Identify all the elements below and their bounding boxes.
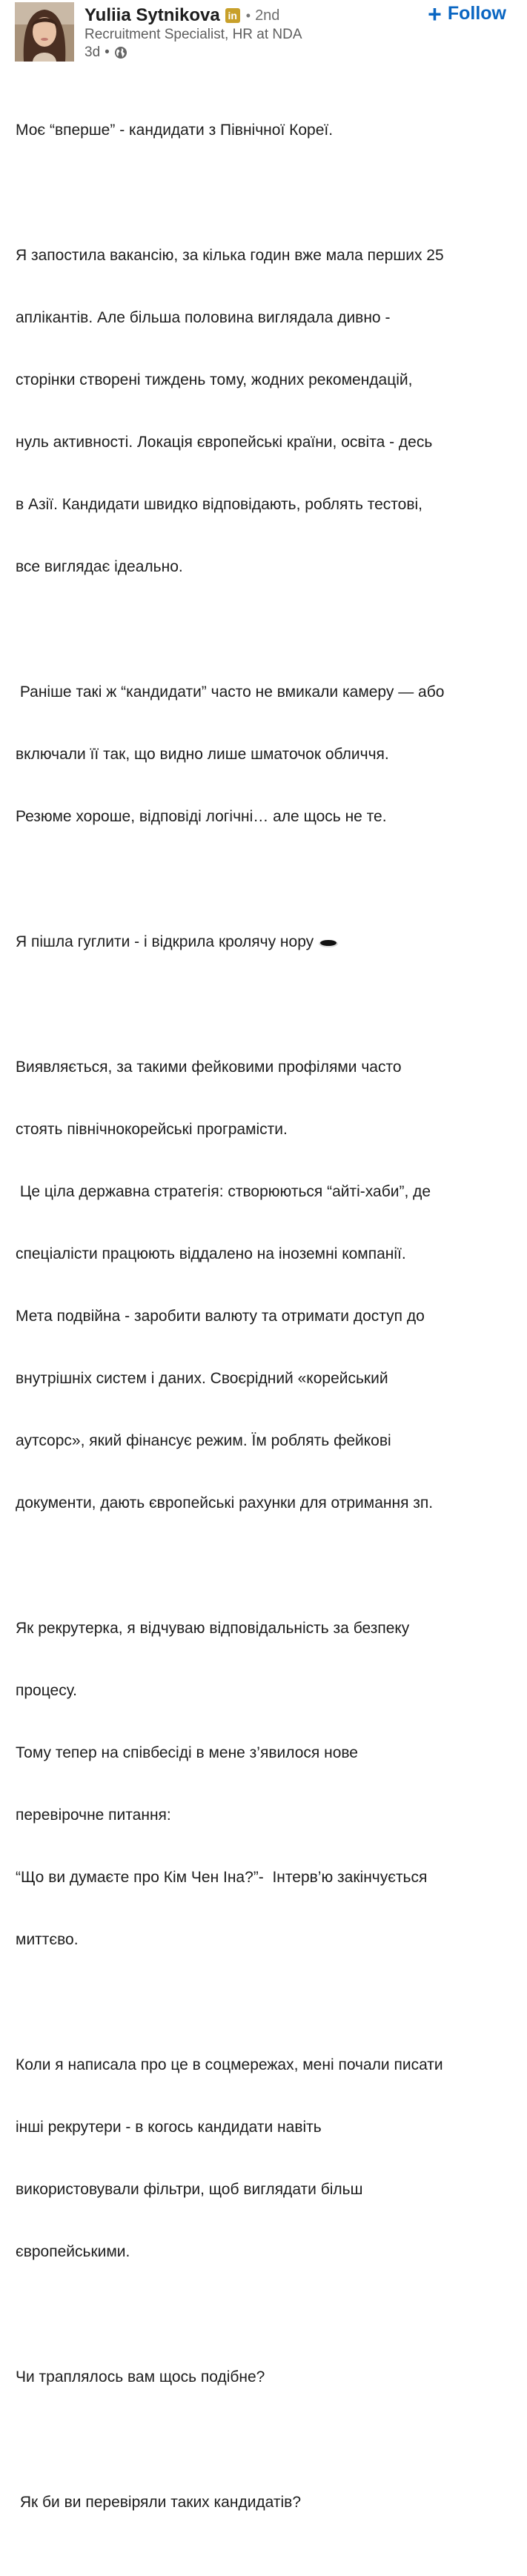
post-line-text: Я пішла гуглити - і відкрила кролячу нору <box>16 933 314 950</box>
post-line: Моє “вперше” - кандидати з Північної Кореї. <box>16 122 334 139</box>
post-line: аплікантів. Але більша половина виглядала дивно - <box>16 309 391 326</box>
post-paragraph <box>16 2013 520 2304</box>
post-paragraph <box>16 640 520 869</box>
post-line: все виглядає ідеально. <box>16 558 183 575</box>
connection-degree: 2nd <box>255 7 280 24</box>
post-line: перевірочне питання: <box>16 1807 171 1824</box>
post-line: Це ціла державна стратегія: створюються “айті-хаби”, де <box>16 1183 431 1200</box>
post-line: миттєво. <box>16 1931 79 1948</box>
author-line <box>84 4 279 27</box>
post-line: Тому тепер на співбесіді в мене з’явилося нове <box>16 1744 358 1761</box>
post-meta <box>84 44 127 61</box>
post-line: “Що ви думаєте про Кім Чен Іна?”- Інтерв’ю закінчується <box>16 1869 428 1886</box>
post-line: нуль активності. Локація європейські країни, освіта - десь <box>16 434 433 451</box>
post-line: Як би ви перевіряли таких кандидатів? <box>16 2494 302 2511</box>
post-line: Виявляється, за такими фейковими профілями часто <box>16 1059 402 1076</box>
author-headline: Recruitment Specialist, HR at NDA <box>84 27 302 42</box>
globe-icon <box>114 46 127 59</box>
post-line: спеціалісти працюють віддалено на іноземні компанії. <box>16 1245 406 1262</box>
post-paragraph <box>16 204 520 619</box>
separator-dot: • <box>105 44 110 60</box>
post-paragraph <box>16 1577 520 1992</box>
post-body <box>16 79 520 2576</box>
post-line: процесу. <box>16 1682 77 1699</box>
post-line: Я запостила вакансію, за кілька годин вже мала перших 25 <box>16 247 444 264</box>
author-name[interactable]: Yuliia Sytnikova <box>84 5 220 25</box>
avatar[interactable] <box>15 2 74 62</box>
post-paragraph <box>16 2451 520 2555</box>
post-paragraph <box>16 2325 520 2429</box>
linkedin-badge-icon: in <box>225 8 240 23</box>
separator-dot: • <box>245 7 251 23</box>
post-paragraph <box>16 79 520 182</box>
post-line: сторінки створені тиждень тому, жодних рекомендацій, <box>16 371 413 388</box>
follow-button[interactable] <box>428 0 506 27</box>
post-paragraph <box>16 890 520 994</box>
post-line: інші рекрутери - в когось кандидати навіть <box>16 2119 322 2136</box>
avatar-photo <box>15 2 74 62</box>
post-line: включали її так, що видно лише шматочок обличчя. <box>16 746 389 763</box>
post-line: стоять північнокорейські програмісти. <box>16 1121 288 1138</box>
post-line: Мета подвійна - заробити валюту та отримати доступ до <box>16 1308 425 1325</box>
hole-emoji-icon <box>318 938 339 948</box>
post-line: Раніше такі ж “кандидати” часто не вмикали камеру — або <box>16 683 445 701</box>
post-line <box>16 932 520 953</box>
post-line: Чи траплялось вам щось подібне? <box>16 2368 265 2385</box>
post-line: використовували фільтри, щоб виглядати більш <box>16 2181 363 2198</box>
post-line: Резюме хороше, відповіді логічні… але щось не те. <box>16 808 387 825</box>
follow-label: Follow <box>447 3 506 24</box>
post-paragraph <box>16 1016 520 1555</box>
post-line: Коли я написала про це в соцмережах, мені почали писати <box>16 2056 443 2073</box>
post-line: Як рекрутерка, я відчуваю відповідальність за безпеку <box>16 1620 410 1637</box>
post-header <box>0 0 527 67</box>
post-time: 3d <box>84 44 101 60</box>
post-line: документи, дають європейські рахунки для отримання зп. <box>16 1494 434 1512</box>
post-line: в Азії. Кандидати швидко відповідають, роблять тестові, <box>16 496 423 513</box>
post-line: внутрішніх систем і даних. Своєрідний «корейський <box>16 1370 388 1387</box>
post-line: аутсорс», який фінансує режим. Їм роблять фейкові <box>16 1432 391 1449</box>
plus-icon: + <box>428 0 442 27</box>
post-line: європейськими. <box>16 2243 130 2260</box>
